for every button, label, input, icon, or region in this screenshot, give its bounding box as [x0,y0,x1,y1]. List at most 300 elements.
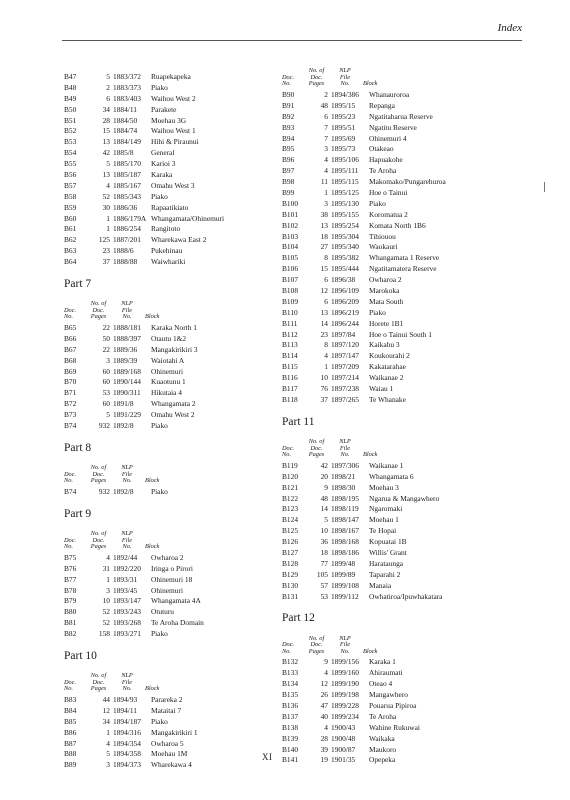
page-count: 13 [102,137,110,147]
page-count: 5 [324,515,328,525]
block-name: Mangawhero [369,690,408,700]
index-row [282,679,492,690]
doc-number: B111 [282,318,298,328]
page-count: 8 [324,340,328,350]
doc-number: B72 [64,399,77,409]
index-section [64,72,274,268]
file-number: 1884/50 [113,115,138,125]
page-count: 30 [102,202,110,212]
block-name: Waihou West 2 [151,93,196,103]
page-count: 40 [320,711,328,721]
page-count: 20 [320,471,328,481]
file-number: 1884/149 [113,137,141,147]
index-row [282,472,492,483]
index-row [282,297,492,308]
doc-number: B100 [282,198,299,208]
page-count: 26 [320,690,328,700]
doc-number: B137 [282,711,299,721]
file-number: 1898/186 [331,547,359,557]
block-name: Waikanae 2 [369,373,404,383]
column-header [282,62,492,90]
index-row [64,257,274,268]
file-number: 1893/243 [113,607,141,617]
header-rule [62,40,522,41]
file-number: 1884/74 [113,126,138,136]
doc-number: B61 [64,224,77,234]
index-row [64,105,274,116]
file-number: 1892/220 [113,563,141,573]
index-row [282,504,492,515]
doc-number: B93 [282,122,295,132]
page-count: 76 [320,384,328,394]
index-row [282,657,492,668]
page-count: 12 [320,286,328,296]
page-count: 13 [320,307,328,317]
header-block: Block [145,685,160,693]
block-name: Ngaromaki [369,504,403,514]
page-count: 4 [106,552,110,562]
page-count: 39 [320,744,328,754]
block-name: Oteao 4 [369,679,393,689]
part-title: Part 8 [64,441,92,454]
block-name: Owhatiroa/Ipuwhakatara [369,591,443,601]
page-count: 5 [106,159,110,169]
block-name: Rapaatikiato [151,202,189,212]
page-count: 1 [106,213,110,223]
file-number: 1890/144 [113,377,141,387]
page-count: 28 [320,733,328,743]
block-name: Whangamata 4A [151,596,201,606]
block-name: Horete 1B1 [369,318,404,328]
file-number: 1895/51 [331,122,356,132]
doc-number: B73 [64,410,77,420]
header-file: NLP File No. [121,300,133,321]
block-name: Waihou West 1 [151,126,196,136]
block-name: Karaka North 1 [151,323,197,333]
file-number: 1895/23 [331,111,356,121]
doc-number: B92 [282,111,295,121]
block-name: Whangamata 6 [369,471,414,481]
doc-number: B122 [282,493,299,503]
doc-number: B102 [282,220,299,230]
file-number: 1883/372 [113,72,141,81]
block-name: Ahiraumati [369,668,403,678]
index-row [64,224,274,235]
index-row [64,564,274,575]
file-number: 1888/181 [113,323,141,333]
block-name: Whanauroroa [369,90,410,99]
file-number: 1901/35 [331,755,356,765]
page-count: 38 [320,209,328,219]
doc-number: B118 [282,394,298,404]
page-count: 2 [324,90,328,99]
doc-number: B86 [64,727,77,737]
file-number: 1896/209 [331,296,359,306]
page-number: XI [262,752,273,762]
block-name: Koukourahi 2 [369,351,410,361]
index-row [282,242,492,253]
index-row [282,690,492,701]
index-row [64,126,274,137]
file-number: 1885/343 [113,191,141,201]
doc-number: B114 [282,351,298,361]
index-row [282,734,492,745]
running-header-title: Index [497,22,522,34]
file-number: 1892/8 [113,421,134,431]
block-name: Te Hopai [369,526,397,536]
index-row [64,334,274,345]
file-number: 1898/119 [331,504,359,514]
block-name: Makomako/Pungarehuroa [369,177,446,187]
doc-number: B107 [282,275,299,285]
doc-number: B50 [64,104,77,114]
index-row [64,148,274,159]
file-number: 1887/201 [113,235,141,245]
file-number: 1894/187 [113,716,141,726]
block-name: Tihiouou [369,231,396,241]
index-row [282,144,492,155]
doc-number: B58 [64,191,77,201]
file-number: 1893/268 [113,618,141,628]
column-header [282,433,492,461]
file-number: 1897/265 [331,394,359,404]
page-count: 6 [106,93,110,103]
page-count: 3 [106,760,110,770]
header-file: NLP File No. [121,672,133,693]
file-number: 1899/198 [331,690,359,700]
index-section [64,650,274,771]
index-row [64,246,274,257]
index-row [64,487,274,498]
page-count: 5 [106,72,110,81]
page-count: 105 [316,569,328,579]
file-number: 1896/219 [331,307,359,317]
block-name: General [151,148,175,158]
file-number: 1900/48 [331,733,356,743]
block-name: Taparahi 2 [369,569,401,579]
index-row [64,596,274,607]
doc-number: B75 [64,552,77,562]
column-header [282,629,492,657]
page-count: 42 [102,148,110,158]
block-name: Kopuatai 1B [369,537,407,547]
doc-number: B126 [282,537,299,547]
index-row [64,399,274,410]
index-row [282,264,492,275]
index-row [282,340,492,351]
block-name: Pouarua Pipiroa [369,700,417,710]
file-number: 1891/229 [113,410,141,420]
index-row [64,553,274,564]
page-count: 13 [102,170,110,180]
index-row [64,739,274,750]
block-name: Karioi 3 [151,159,176,169]
block-name: Te Aroha [369,711,397,721]
header-pages: No. of Doc. Pages [90,464,107,485]
file-number: 1895/125 [331,188,359,198]
page-count: 1 [324,188,328,198]
file-number: 1895/130 [331,198,359,208]
doc-number: B68 [64,355,77,365]
file-number: 1889/168 [113,366,141,376]
page-count: 31 [102,563,110,573]
file-number: 1899/89 [331,569,356,579]
page-count: 10 [320,526,328,536]
doc-number: B129 [282,569,299,579]
block-name: Piako [151,486,168,496]
index-row [64,181,274,192]
file-number: 1896/244 [331,318,359,328]
index-row [282,537,492,548]
page-count: 18 [320,231,328,241]
doc-number: B106 [282,264,299,274]
file-number: 1883/373 [113,82,141,92]
file-number: 1889/36 [113,344,138,354]
block-name: Waokauri [369,242,398,252]
doc-number: B108 [282,286,299,296]
index-row [64,356,274,367]
block-name: Hikutaia 4 [151,388,182,398]
doc-number: B74 [64,421,77,431]
doc-number: B96 [282,155,295,165]
index-row [282,188,492,199]
doc-number: B63 [64,246,77,256]
block-name: Wharekawa 4 [151,760,192,770]
block-name: Maukoro [369,744,397,754]
file-number: 1895/115 [331,177,359,187]
file-number: 1885/187 [113,170,141,180]
doc-number: B94 [282,133,295,143]
doc-number: B130 [282,580,299,590]
block-name: Kaikahu 3 [369,340,400,350]
page-count: 6 [324,111,328,121]
page-count: 52 [102,607,110,617]
block-name: Harataunga [369,558,404,568]
index-row [282,221,492,232]
file-number: 1899/190 [331,679,359,689]
doc-number: B53 [64,137,77,147]
file-number: 1896/109 [331,286,359,296]
block-name: Hoe o Tainui South 1 [369,329,432,339]
block-name: Waiau 1 [369,384,394,394]
doc-number: B90 [282,90,295,99]
block-name: Moehau 3 [369,482,399,492]
header-pages: No. of Doc. Pages [90,530,107,551]
header-file: NLP File No. [339,438,351,459]
file-number: 1894/354 [113,738,141,748]
doc-number: B116 [282,373,298,383]
doc-number: B49 [64,93,77,103]
doc-number: B56 [64,170,77,180]
file-number: 1885/170 [113,159,141,169]
file-number: 1899/156 [331,657,359,667]
index-row [282,526,492,537]
index-row [64,706,274,717]
file-number: 1892/8 [113,486,134,496]
file-number: 1895/15 [331,100,356,110]
header-block: Block [145,477,160,485]
doc-number: B54 [64,148,77,158]
column-header [64,525,274,553]
page-count: 15 [320,264,328,274]
file-number: 1897/84 [331,329,356,339]
file-number: 1895/73 [331,144,356,154]
doc-number: B69 [64,366,77,376]
doc-number: B134 [282,679,299,689]
file-number: 1898/30 [331,482,356,492]
doc-number: B65 [64,323,77,333]
index-row [64,192,274,203]
page-count: 5 [106,410,110,420]
block-name: Pukehinau [151,246,183,256]
file-number: 1894/11 [113,705,137,715]
index-row [64,137,274,148]
file-number: 1899/160 [331,668,359,678]
index-row [64,749,274,760]
file-number: 1889/39 [113,355,138,365]
doc-number: B59 [64,202,77,212]
file-number: 1897/306 [331,460,359,470]
file-number: 1885/8 [113,148,134,158]
header-pages: No. of Doc. Pages [90,672,107,693]
page-count: 5 [106,749,110,759]
doc-number: B110 [282,307,298,317]
header-block: Block [363,80,378,88]
doc-number: B76 [64,563,77,573]
index-row [282,123,492,134]
header-doc: Doc. No. [64,470,77,485]
doc-number: B105 [282,253,299,263]
page-count: 37 [320,394,328,404]
page-count: 53 [102,388,110,398]
doc-number: B70 [64,377,77,387]
file-number: 1895/340 [331,242,359,252]
block-name: Ngarua & Mangawhero [369,493,440,503]
doc-number: B119 [282,460,298,470]
file-number: 1888/88 [113,257,138,267]
block-name: Opepeka [369,755,396,765]
block-name: Te Aroha [369,166,397,176]
index-row [282,592,492,603]
doc-number: B138 [282,722,299,732]
block-name: Wahine Rukuwai [369,722,420,732]
page-count: 36 [320,537,328,547]
index-row [64,83,274,94]
page-count: 6 [324,296,328,306]
index-section [64,442,274,498]
index-row [282,275,492,286]
file-number: 1897/147 [331,351,359,361]
header-pages: No. of Doc. Pages [308,67,325,88]
page-count: 932 [98,421,110,431]
block-name: Karaka 1 [369,657,396,667]
index-row [64,586,274,597]
index-row [282,701,492,712]
block-name: Moehau 3G [151,115,187,125]
header-file: NLP File No. [339,67,351,88]
doc-number: B133 [282,668,299,678]
page-count: 12 [320,679,328,689]
page-count: 34 [102,716,110,726]
page-count: 8 [324,253,328,263]
doc-number: B60 [64,213,77,223]
index-row [282,210,492,221]
index-row [282,134,492,145]
page-count: 158 [98,629,110,639]
block-name: Piako [151,191,168,201]
index-row [282,755,492,766]
page-count: 7 [324,122,328,132]
file-number: 1900/43 [331,722,356,732]
block-name: Moehau 1M [151,749,188,759]
index-row [64,159,274,170]
header-doc: Doc. No. [64,536,77,551]
block-name: Whangamata 2 [151,399,196,409]
doc-number: B81 [64,618,77,628]
column-header [64,667,274,695]
index-row [64,607,274,618]
column-header [64,295,274,323]
file-number: 1893/271 [113,629,141,639]
doc-number: B97 [282,166,295,176]
page-count: 4 [324,668,328,678]
doc-number: B135 [282,690,299,700]
block-name: Mangakirikiri 3 [151,344,198,354]
doc-number: B88 [64,749,77,759]
index-row [282,101,492,112]
doc-number: B140 [282,744,299,754]
block-name: Omahu West 3 [151,180,195,190]
block-name: Piako [151,82,168,92]
file-number: 1890/311 [113,388,141,398]
doc-number: B124 [282,515,299,525]
index-row [64,410,274,421]
index-row [282,384,492,395]
doc-number: B120 [282,471,299,481]
page-count: 6 [324,275,328,285]
block-name: Ruapekapeka [151,72,191,81]
block-name: Mataitai 7 [151,705,182,715]
file-number: 1897/214 [331,373,359,383]
block-name: Hihi & Piraunui [151,137,199,147]
doc-number: B57 [64,180,77,190]
block-name: Piako [369,307,386,317]
page-count: 48 [320,493,328,503]
index-row [64,72,274,83]
file-number: 1895/155 [331,209,359,219]
file-number: 1899/108 [331,580,359,590]
page-count: 14 [320,504,328,514]
doc-number: B77 [64,574,77,584]
index-row [64,695,274,706]
index-row [282,712,492,723]
margin-mark [544,182,545,192]
doc-number: B82 [64,629,77,639]
index-row [282,90,492,101]
page-count: 60 [102,366,110,376]
index-row [64,235,274,246]
doc-number: B83 [64,694,77,704]
page-count: 27 [320,242,328,252]
page-count: 3 [324,144,328,154]
file-number: 1893/147 [113,596,141,606]
doc-number: B125 [282,526,299,536]
page-count: 28 [102,115,110,125]
doc-number: B89 [64,760,77,770]
page-count: 10 [102,596,110,606]
page-count: 1 [106,224,110,234]
header-doc: Doc. No. [282,444,295,459]
